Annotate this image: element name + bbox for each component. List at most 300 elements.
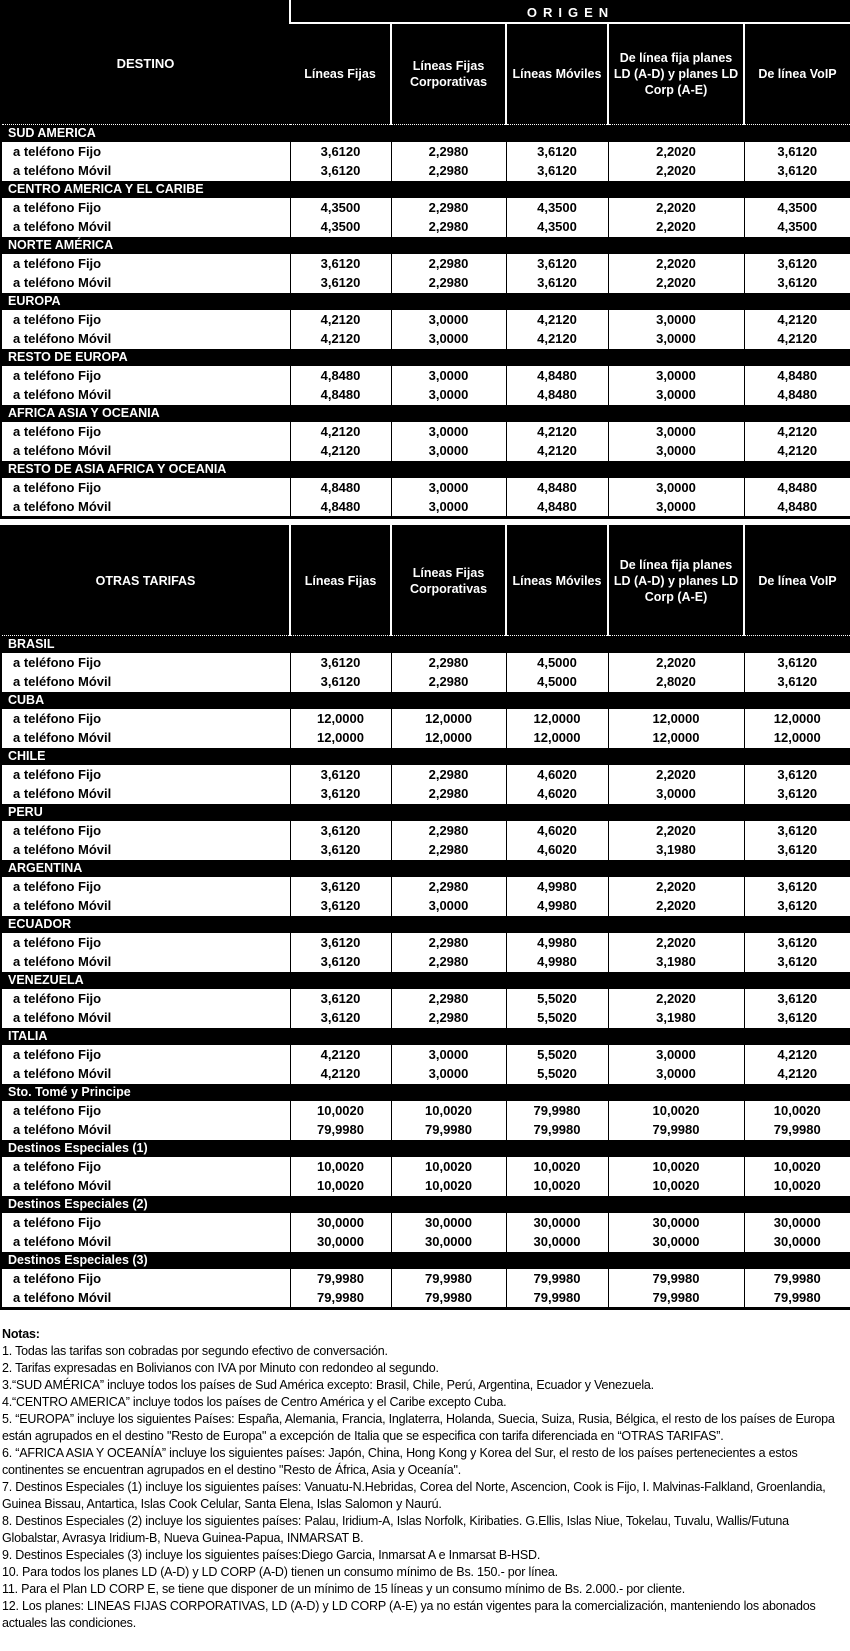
rate-row xyxy=(1,273,850,293)
rate-value: 79,9980 xyxy=(290,1288,391,1309)
rate-value: 30,0000 xyxy=(391,1213,506,1232)
rate-value: 2,2980 xyxy=(391,273,506,293)
rate-row xyxy=(1,952,850,972)
row-label: a teléfono Móvil xyxy=(1,497,290,518)
row-label: a teléfono Fijo xyxy=(1,1213,290,1232)
rate-value: 12,0000 xyxy=(506,709,608,728)
origen-header-cell: ORIGEN xyxy=(290,1,850,23)
rate-value: 3,0000 xyxy=(391,441,506,461)
rate-row xyxy=(1,198,850,217)
rate-value: 4,5000 xyxy=(506,653,608,672)
rate-value: 2,2980 xyxy=(391,161,506,181)
rate-value: 79,9980 xyxy=(744,1120,850,1140)
rate-value: 4,8480 xyxy=(290,385,391,405)
column-header-lineas-moviles: Líneas Móviles xyxy=(506,526,608,636)
rate-value: 4,2120 xyxy=(506,310,608,329)
rate-value: 10,0020 xyxy=(506,1176,608,1196)
rate-value: 4,8480 xyxy=(506,366,608,385)
rate-value: 79,9980 xyxy=(506,1288,608,1309)
rate-value: 4,2120 xyxy=(744,329,850,349)
rate-value: 10,0020 xyxy=(290,1101,391,1120)
rate-value: 3,6120 xyxy=(290,161,391,181)
rate-value: 3,6120 xyxy=(744,877,850,896)
rate-value: 3,0000 xyxy=(608,329,744,349)
rate-row xyxy=(1,653,850,672)
rate-value: 3,0000 xyxy=(608,497,744,518)
row-label: a teléfono Fijo xyxy=(1,877,290,896)
rate-row xyxy=(1,877,850,896)
rate-row xyxy=(1,821,850,840)
rate-value: 3,0000 xyxy=(608,310,744,329)
rate-value: 2,2020 xyxy=(608,765,744,784)
rate-row xyxy=(1,441,850,461)
rate-row xyxy=(1,1045,850,1064)
rate-row xyxy=(1,478,850,497)
row-label: a teléfono Móvil xyxy=(1,441,290,461)
row-label: a teléfono Fijo xyxy=(1,765,290,784)
row-label: a teléfono Móvil xyxy=(1,385,290,405)
rate-value: 3,0000 xyxy=(608,441,744,461)
rate-row xyxy=(1,1288,850,1309)
rate-value: 4,8480 xyxy=(290,478,391,497)
rate-value: 2,2020 xyxy=(608,161,744,181)
rate-value: 10,0020 xyxy=(744,1176,850,1196)
row-label: a teléfono Fijo xyxy=(1,198,290,217)
rate-value: 3,1980 xyxy=(608,1008,744,1028)
rate-value: 3,6120 xyxy=(744,784,850,804)
rate-value: 4,9980 xyxy=(506,952,608,972)
rate-value: 3,6120 xyxy=(744,254,850,273)
rate-value: 3,6120 xyxy=(290,877,391,896)
rate-value: 4,3500 xyxy=(506,217,608,237)
rate-value: 4,2120 xyxy=(744,422,850,441)
column-header-lineas-fijas-corporativas: Líneas Fijas Corporativas xyxy=(391,23,506,125)
row-label: a teléfono Móvil xyxy=(1,273,290,293)
rate-value: 2,2980 xyxy=(391,821,506,840)
column-header-planes-ld: De línea fija planes LD (A-D) y planes LD Corp (A-E) xyxy=(608,23,744,125)
group-header: EUROPA xyxy=(1,293,850,311)
rate-value: 12,0000 xyxy=(290,709,391,728)
rate-value: 79,9980 xyxy=(290,1120,391,1140)
rate-value: 79,9980 xyxy=(391,1269,506,1288)
rate-row xyxy=(1,310,850,329)
rate-value: 3,6120 xyxy=(290,653,391,672)
destination-group-row xyxy=(1,237,850,255)
rate-value: 79,9980 xyxy=(608,1269,744,1288)
note-item: 11. Para el Plan LD CORP E, se tiene que disponer de un mínimo de 15 líneas y un consumo mínimo de Bs. 2.000.- por cliente. xyxy=(2,1582,685,1596)
note-item: 2. Tarifas expresadas en Bolivianos con IVA por Minuto con redondeo al segundo. xyxy=(2,1361,439,1375)
group-header: PERU xyxy=(1,804,850,822)
rate-value: 3,0000 xyxy=(391,478,506,497)
rate-row xyxy=(1,765,850,784)
rate-value: 2,8020 xyxy=(608,672,744,692)
rate-value: 2,2020 xyxy=(608,653,744,672)
otras-tarifas-header xyxy=(1,526,850,636)
rate-value: 3,6120 xyxy=(744,1008,850,1028)
column-header-linea-voip: De línea VoIP xyxy=(744,23,850,125)
row-label: a teléfono Móvil xyxy=(1,1008,290,1028)
rate-value: 4,2120 xyxy=(290,310,391,329)
destination-group-row xyxy=(1,916,850,934)
rate-value: 3,6120 xyxy=(744,821,850,840)
group-header: CUBA xyxy=(1,692,850,710)
row-label: a teléfono Fijo xyxy=(1,478,290,497)
rate-value: 3,0000 xyxy=(391,896,506,916)
rate-row xyxy=(1,329,850,349)
rate-value: 10,0020 xyxy=(391,1157,506,1176)
rate-value: 2,2020 xyxy=(608,989,744,1008)
row-label: a teléfono Móvil xyxy=(1,728,290,748)
note-item: 7. Destinos Especiales (1) incluye los siguientes países: Vanuatu-N.Hebridas, Corea del Norte, Ascencion, Cook is Fijo, I. Malvinas-Falkland, Groenlandia, Guinea Bissau, Antartica, Islas Cook Celular, Santa Elena, Islas Salomon y Naurú. xyxy=(2,1480,826,1511)
destination-group-row xyxy=(1,405,850,423)
rate-row xyxy=(1,933,850,952)
row-label: a teléfono Fijo xyxy=(1,366,290,385)
rate-value: 4,2120 xyxy=(506,422,608,441)
rate-value: 3,6120 xyxy=(290,952,391,972)
rate-value: 2,2980 xyxy=(391,1008,506,1028)
rate-value: 2,2020 xyxy=(608,896,744,916)
rate-row xyxy=(1,1232,850,1252)
group-header: Destinos Especiales (1) xyxy=(1,1140,850,1158)
rate-value: 4,8480 xyxy=(744,478,850,497)
row-label: a teléfono Móvil xyxy=(1,840,290,860)
rate-value: 79,9980 xyxy=(608,1120,744,1140)
rate-value: 10,0020 xyxy=(744,1157,850,1176)
rate-value: 4,8480 xyxy=(744,385,850,405)
row-label: a teléfono Móvil xyxy=(1,672,290,692)
rate-value: 3,0000 xyxy=(391,1064,506,1084)
rate-value: 4,8480 xyxy=(290,366,391,385)
rate-value: 12,0000 xyxy=(608,709,744,728)
destination-group-row xyxy=(1,1084,850,1102)
rate-value: 10,0020 xyxy=(608,1101,744,1120)
rate-row xyxy=(1,1269,850,1288)
note-item: 6. “AFRICA ASIA Y OCEANÍA” incluye los siguientes países: Japón, China, Hong Kong y Korea del Sur, el resto de los países pertenecientes a estos continentes se encuentran agrupados en el destino "Resto de África, Asia y Oceanía". xyxy=(2,1446,798,1477)
rate-value: 79,9980 xyxy=(391,1288,506,1309)
rate-value: 3,6120 xyxy=(744,840,850,860)
rate-value: 3,6120 xyxy=(290,142,391,161)
rate-value: 3,6120 xyxy=(290,840,391,860)
rate-value: 3,0000 xyxy=(391,497,506,518)
rate-row xyxy=(1,1120,850,1140)
destination-group-row xyxy=(1,181,850,199)
rate-value: 30,0000 xyxy=(744,1213,850,1232)
rate-value: 4,2120 xyxy=(290,329,391,349)
rate-row xyxy=(1,1101,850,1120)
otras-tarifas-title-cell: OTRAS TARIFAS xyxy=(1,526,290,636)
rate-value: 3,6120 xyxy=(290,933,391,952)
rate-value: 2,2980 xyxy=(391,933,506,952)
rate-value: 4,5000 xyxy=(506,672,608,692)
rate-value: 4,2120 xyxy=(290,441,391,461)
column-header-lineas-fijas-corporativas: Líneas Fijas Corporativas xyxy=(391,526,506,636)
rate-value: 2,2980 xyxy=(391,142,506,161)
destino-tariff-table xyxy=(0,0,850,519)
rate-value: 2,2980 xyxy=(391,765,506,784)
rate-value: 3,6120 xyxy=(506,142,608,161)
column-header-planes-ld: De línea fija planes LD (A-D) y planes LD Corp (A-E) xyxy=(608,526,744,636)
rate-row xyxy=(1,896,850,916)
row-label: a teléfono Fijo xyxy=(1,933,290,952)
rate-value: 2,2980 xyxy=(391,989,506,1008)
rate-value: 4,2120 xyxy=(744,1045,850,1064)
rate-value: 5,5020 xyxy=(506,1008,608,1028)
rate-row xyxy=(1,1008,850,1028)
row-label: a teléfono Móvil xyxy=(1,1120,290,1140)
rate-value: 10,0020 xyxy=(391,1101,506,1120)
rate-value: 3,6120 xyxy=(290,765,391,784)
rate-value: 4,2120 xyxy=(744,1064,850,1084)
destination-group-row xyxy=(1,461,850,479)
column-header-lineas-fijas: Líneas Fijas xyxy=(290,23,391,125)
rate-value: 4,2120 xyxy=(506,441,608,461)
rate-value: 30,0000 xyxy=(290,1213,391,1232)
rate-row xyxy=(1,142,850,161)
rate-value: 3,0000 xyxy=(391,310,506,329)
rate-value: 30,0000 xyxy=(290,1232,391,1252)
group-header: ITALIA xyxy=(1,1028,850,1046)
rate-value: 2,2980 xyxy=(391,784,506,804)
rate-value: 3,0000 xyxy=(608,422,744,441)
group-header: SUD AMERICA xyxy=(1,125,850,143)
rate-value: 4,3500 xyxy=(290,198,391,217)
notes-section xyxy=(0,1326,850,1638)
row-label: a teléfono Móvil xyxy=(1,1288,290,1309)
group-header: CHILE xyxy=(1,748,850,766)
rate-value: 12,0000 xyxy=(290,728,391,748)
row-label: a teléfono Fijo xyxy=(1,653,290,672)
group-header: CENTRO AMERICA Y EL CARIBE xyxy=(1,181,850,199)
rate-row xyxy=(1,1213,850,1232)
row-label: a teléfono Fijo xyxy=(1,142,290,161)
rate-value: 30,0000 xyxy=(391,1232,506,1252)
rate-value: 3,6120 xyxy=(290,821,391,840)
rate-value: 2,2020 xyxy=(608,254,744,273)
row-label: a teléfono Fijo xyxy=(1,821,290,840)
rate-value: 12,0000 xyxy=(506,728,608,748)
rate-row xyxy=(1,1157,850,1176)
rate-value: 3,0000 xyxy=(608,478,744,497)
rate-value: 3,6120 xyxy=(506,273,608,293)
rate-value: 3,0000 xyxy=(391,366,506,385)
destino-table-body xyxy=(1,125,850,518)
rate-value: 3,6120 xyxy=(506,254,608,273)
rate-value: 3,1980 xyxy=(608,840,744,860)
notes-list xyxy=(2,1343,846,1632)
rate-row xyxy=(1,366,850,385)
rate-value: 10,0020 xyxy=(290,1176,391,1196)
row-label: a teléfono Fijo xyxy=(1,1101,290,1120)
rate-value: 2,2980 xyxy=(391,840,506,860)
row-label: a teléfono Fijo xyxy=(1,709,290,728)
rate-value: 4,8480 xyxy=(506,497,608,518)
group-header: Sto. Tomé y Principe xyxy=(1,1084,850,1102)
row-label: a teléfono Móvil xyxy=(1,161,290,181)
rate-value: 79,9980 xyxy=(506,1101,608,1120)
rate-value: 3,6120 xyxy=(506,161,608,181)
rate-value: 4,2120 xyxy=(744,441,850,461)
rate-value: 3,6120 xyxy=(290,254,391,273)
group-header: NORTE AMÉRICA xyxy=(1,237,850,255)
rate-value: 30,0000 xyxy=(744,1232,850,1252)
row-label: a teléfono Fijo xyxy=(1,254,290,273)
origin-row xyxy=(1,1,850,23)
rate-value: 4,2120 xyxy=(290,1045,391,1064)
rate-value: 4,6020 xyxy=(506,784,608,804)
rate-value: 3,6120 xyxy=(744,273,850,293)
notes-title: Notas: xyxy=(2,1327,40,1341)
group-header: Destinos Especiales (3) xyxy=(1,1252,850,1270)
row-label: a teléfono Fijo xyxy=(1,989,290,1008)
note-item: 9. Destinos Especiales (3) incluye los siguientes países:Diego Garcia, Inmarsat A e Inmarsat B-HSD. xyxy=(2,1548,541,1562)
destination-group-row xyxy=(1,860,850,878)
destination-group-row xyxy=(1,1196,850,1214)
rate-value: 3,0000 xyxy=(391,422,506,441)
rate-row xyxy=(1,254,850,273)
rate-value: 79,9980 xyxy=(290,1269,391,1288)
destination-group-row xyxy=(1,1028,850,1046)
destination-group-row xyxy=(1,1252,850,1270)
rate-value: 30,0000 xyxy=(608,1213,744,1232)
rate-value: 10,0020 xyxy=(506,1157,608,1176)
rate-value: 79,9980 xyxy=(506,1269,608,1288)
rate-value: 5,5020 xyxy=(506,1064,608,1084)
rate-value: 12,0000 xyxy=(744,728,850,748)
group-header: RESTO DE EUROPA xyxy=(1,349,850,367)
destination-group-row xyxy=(1,972,850,990)
rate-row xyxy=(1,709,850,728)
row-label: a teléfono Móvil xyxy=(1,952,290,972)
row-label: a teléfono Móvil xyxy=(1,1232,290,1252)
destination-group-row xyxy=(1,1140,850,1158)
rate-value: 3,6120 xyxy=(744,933,850,952)
rate-row xyxy=(1,840,850,860)
otras-tarifas-table-body xyxy=(1,636,850,1309)
destination-group-row xyxy=(1,636,850,654)
rate-value: 3,6120 xyxy=(744,653,850,672)
rate-value: 2,2980 xyxy=(391,952,506,972)
rate-value: 4,9980 xyxy=(506,896,608,916)
group-header: Destinos Especiales (2) xyxy=(1,1196,850,1214)
rate-value: 3,6120 xyxy=(290,1008,391,1028)
rate-value: 2,2020 xyxy=(608,821,744,840)
rate-value: 3,0000 xyxy=(391,385,506,405)
rate-value: 10,0020 xyxy=(608,1176,744,1196)
destination-group-row xyxy=(1,804,850,822)
rate-value: 12,0000 xyxy=(391,709,506,728)
row-label: a teléfono Fijo xyxy=(1,1269,290,1288)
rate-value: 3,0000 xyxy=(608,1045,744,1064)
rate-row xyxy=(1,784,850,804)
rate-value: 4,2120 xyxy=(506,329,608,349)
rate-value: 4,8480 xyxy=(506,385,608,405)
row-label: a teléfono Móvil xyxy=(1,217,290,237)
rate-value: 79,9980 xyxy=(506,1120,608,1140)
rate-value: 4,2120 xyxy=(290,1064,391,1084)
rate-value: 3,0000 xyxy=(608,1064,744,1084)
row-label: a teléfono Fijo xyxy=(1,310,290,329)
group-header: RESTO DE ASIA AFRICA Y OCEANIA xyxy=(1,461,850,479)
rate-value: 4,2120 xyxy=(744,310,850,329)
rate-value: 4,8480 xyxy=(290,497,391,518)
rate-value: 3,0000 xyxy=(608,366,744,385)
rate-value: 12,0000 xyxy=(391,728,506,748)
group-header: ARGENTINA xyxy=(1,860,850,878)
rate-value: 4,8480 xyxy=(744,366,850,385)
rate-value: 4,8480 xyxy=(744,497,850,518)
rate-value: 2,2980 xyxy=(391,653,506,672)
rate-value: 4,3500 xyxy=(506,198,608,217)
rate-row xyxy=(1,1176,850,1196)
note-item: 12. Los planes: LINEAS FIJAS CORPORATIVAS, LD (A-D) y LD CORP (A-E) ya no están vigentes para la comercialización, manteniendo los abonados actuales las condiciones. xyxy=(2,1599,816,1630)
column-header-lineas-fijas: Líneas Fijas xyxy=(290,526,391,636)
column-header-linea-voip: De línea VoIP xyxy=(744,526,850,636)
destination-group-row xyxy=(1,748,850,766)
rate-value: 30,0000 xyxy=(608,1232,744,1252)
rate-value: 79,9980 xyxy=(608,1288,744,1309)
rate-value: 79,9980 xyxy=(744,1288,850,1309)
rate-row xyxy=(1,989,850,1008)
rate-value: 2,2020 xyxy=(608,877,744,896)
rate-row xyxy=(1,161,850,181)
row-label: a teléfono Móvil xyxy=(1,329,290,349)
rate-row xyxy=(1,385,850,405)
rate-row xyxy=(1,497,850,518)
rate-value: 3,6120 xyxy=(290,784,391,804)
group-header: AFRICA ASIA Y OCEANIA xyxy=(1,405,850,423)
rate-value: 4,3500 xyxy=(744,217,850,237)
destination-group-row xyxy=(1,692,850,710)
otras-tarifas-table xyxy=(0,525,850,1310)
rate-value: 3,0000 xyxy=(391,329,506,349)
row-label: a teléfono Móvil xyxy=(1,896,290,916)
rate-value: 4,3500 xyxy=(290,217,391,237)
note-item: 5. “EUROPA” incluye los siguientes Países: España, Alemania, Francia, Inglaterra, Holanda, Suecia, Suiza, Rusia, Bélgica, el resto de los países de Europa están agrupados en el destino "Resto de Europa" a excepción de Italia que se especifica con tarifa diferenciada en “OTRAS TARIFAS”. xyxy=(2,1412,835,1443)
rate-value: 3,6120 xyxy=(744,896,850,916)
row-label: a teléfono Móvil xyxy=(1,1176,290,1196)
rate-value: 2,2980 xyxy=(391,672,506,692)
rate-value: 4,9980 xyxy=(506,933,608,952)
rate-value: 3,1980 xyxy=(608,952,744,972)
rate-value: 3,6120 xyxy=(290,896,391,916)
row-label: a teléfono Fijo xyxy=(1,1045,290,1064)
rate-row xyxy=(1,728,850,748)
column-header-lineas-moviles: Líneas Móviles xyxy=(506,23,608,125)
destination-group-row xyxy=(1,349,850,367)
note-item: 1. Todas las tarifas son cobradas por segundo efectivo de conversación. xyxy=(2,1344,388,1358)
otras-column-header-row xyxy=(1,526,850,636)
rate-value: 3,0000 xyxy=(391,1045,506,1064)
rate-value: 79,9980 xyxy=(391,1120,506,1140)
rate-value: 4,3500 xyxy=(744,198,850,217)
rate-value: 4,6020 xyxy=(506,840,608,860)
group-header: ECUADOR xyxy=(1,916,850,934)
rate-value: 3,0000 xyxy=(608,784,744,804)
rate-value: 3,6120 xyxy=(290,989,391,1008)
rate-value: 4,2120 xyxy=(290,422,391,441)
rate-value: 10,0020 xyxy=(391,1176,506,1196)
rate-value: 10,0020 xyxy=(290,1157,391,1176)
rate-value: 2,2980 xyxy=(391,198,506,217)
rate-value: 2,2980 xyxy=(391,254,506,273)
row-label: a teléfono Móvil xyxy=(1,784,290,804)
note-item: 10. Para todos los planes LD (A-D) y LD CORP (A-D) tienen un consumo mínimo de Bs. 150.- por línea. xyxy=(2,1565,558,1579)
rate-value: 79,9980 xyxy=(744,1269,850,1288)
rate-value: 12,0000 xyxy=(744,709,850,728)
rate-value: 3,6120 xyxy=(744,672,850,692)
rate-row xyxy=(1,217,850,237)
note-item: 3.“SUD AMÉRICA” incluye todos los países de Sud América excepto: Brasil, Chile, Perú, Argentina, Ecuador y Venezuela. xyxy=(2,1378,654,1392)
